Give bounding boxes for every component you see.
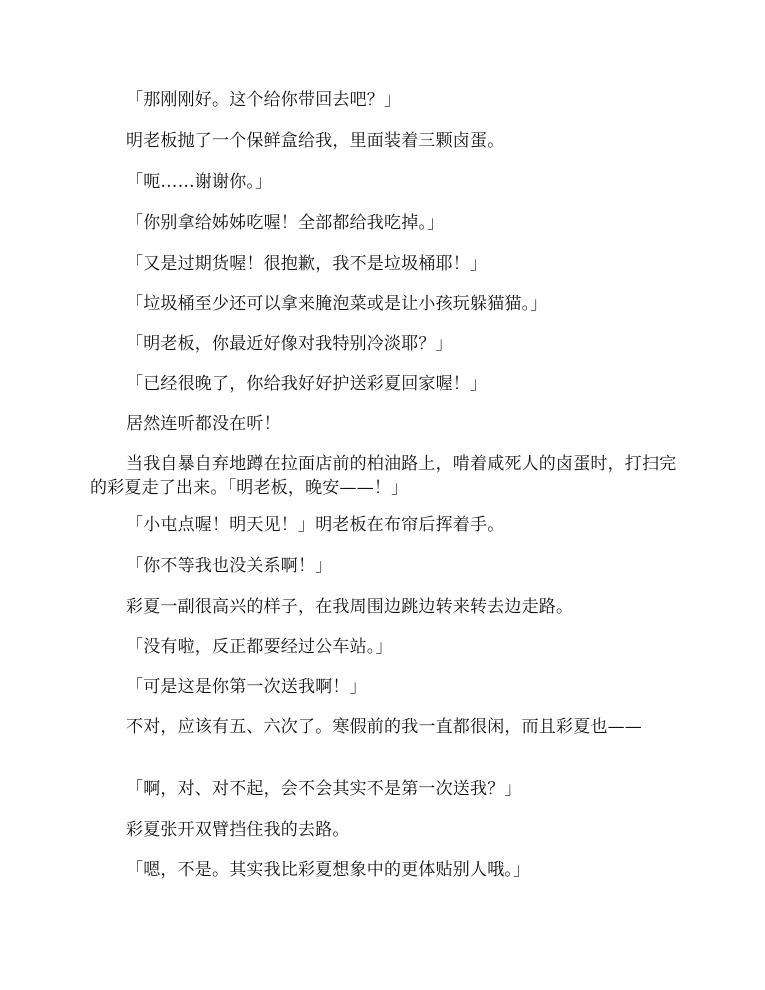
paragraph-19: 「嗯，不是。其实我比彩夏想象中的更体贴别人哦。」	[126, 860, 531, 880]
paragraph-16: 不对，应该有五、六次了。寒假前的我一直都很闲，而且彩夏也——	[126, 717, 642, 737]
paragraph-18: 彩夏张开双臂挡住我的去路。	[126, 820, 350, 840]
paragraph-6: 「垃圾桶至少还可以拿来腌泡菜或是让小孩玩躲猫猫。」	[126, 294, 548, 314]
paragraph-7: 「明老板，你最近好像对我特别冷淡耶？」	[126, 334, 453, 354]
paragraph-1: 「那刚刚好。这个给你带回去吧？」	[126, 90, 402, 110]
paragraph-14: 「没有啦，反正都要经过公车站。」	[126, 637, 393, 657]
paragraph-10: 当我自暴自弃地蹲在拉面店前的柏油路上，啃着咸死人的卤蛋时，打扫完的彩夏走了出来。「明老板，晚安——！」	[90, 454, 677, 498]
paragraph-13: 彩夏一副很高兴的样子，在我周围边跳边转来转去边走路。	[126, 597, 574, 617]
paragraph-5: 「又是过期货喔！很抱歉，我不是垃圾桶耶！」	[126, 254, 488, 274]
paragraph-17: 「啊，对、对不起，会不会其实不是第一次送我？」	[126, 779, 522, 799]
paragraph-12: 「你不等我也没关系啊！」	[126, 556, 333, 576]
paragraph-2: 明老板抛了一个保鲜盒给我，里面装着三颗卤蛋。	[126, 131, 505, 151]
paragraph-4: 「你别拿给姊姊吃喔！全部都给我吃掉。」	[126, 213, 445, 233]
paragraph-3: 「呃……谢谢你。」	[126, 172, 273, 192]
paragraph-15: 「可是这是你第一次送我啊！」	[126, 677, 367, 697]
paragraph-8: 「已经很晚了，你给我好好护送彩夏回家喔！」	[126, 374, 488, 394]
paragraph-9: 居然连听都没在听！	[126, 414, 281, 434]
paragraph-11: 「小屯点喔！明天见！」明老板在布帘后挥着手。	[126, 515, 505, 535]
